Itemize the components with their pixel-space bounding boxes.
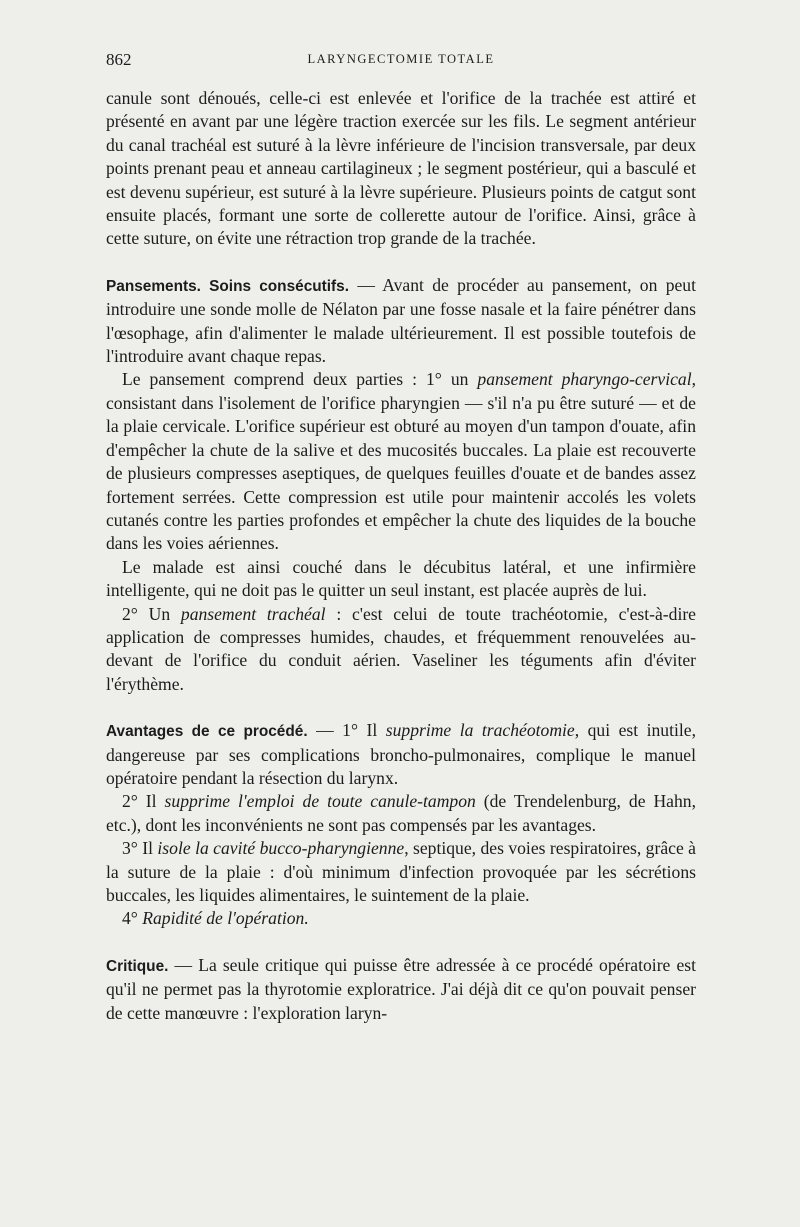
paragraph-decubitus: Le malade est ainsi couché dans le décubitus latéral, et une infirmière intelligente, qui ne doit pas le quitter un seul instant, est placée auprès de lui. (106, 556, 696, 601)
page-number: 862 (106, 50, 132, 69)
paragraph-pansement-pharyngo-cervical: Le pansement comprend deux parties : 1° un pansement pharyngo-cervical, consistant dans l'isolement de l'orifice pharyngien — s'il n'a pu être suturé — et de la plaie cervicale. L'orifice supérieur est obturé au moyen d'un tampon d'ouate, afin d'empêcher la chute de la salive et des mucosités buccales. La plaie est recouverte de plusieurs compresses aseptiques, de quelques feuilles d'ouate et de bandes assez fortement serrées. Cette compression est utile pour maintenir accolés les volets cutanés contre les parties profondes et empêcher la chute des liquides de la bouche dans les voies aériennes. (106, 369, 696, 554)
page-header (106, 50, 696, 74)
paragraph-critique: Critique. — La seule critique qui puisse être adressée à ce procédé opératoire est qu'il ne permet pas la thyrotomie exploratrice. J'ai déjà dit ce qu'on pouvait penser de cette manœuvre : l'exploration laryn- (106, 954, 696, 1023)
paragraph-avantages: Avantages de ce procédé. — 1° Il supprime la trachéotomie, qui est inutile, dangereuse par ses complications broncho-pulmonaires, complique le manuel opératoire pendant la résection du larynx. (106, 720, 696, 788)
running-title: LARYNGECTOMIE TOTALE (307, 52, 495, 66)
section-heading-pansements: Pansements. Soins consécutifs. (106, 277, 350, 295)
paragraph-avantage-4: 4° Rapidité de l'opération. (122, 908, 309, 929)
section-heading-avantages: Avantages de ce procédé. (106, 723, 308, 741)
paragraph-pansement-tracheal: 2° Un pansement trachéal : c'est celui de toute trachéotomie, c'est-à-dire application de compresses humides, chaudes, et fréquemment renouvelées au-devant de l'orifice du conduit aérien. Vaseliner les téguments afin d'éviter l'érythème. (106, 603, 696, 694)
page-body (106, 87, 696, 1025)
paragraph-avantage-2: 2° Il supprime l'emploi de toute canule-tampon (de Trendelenburg, de Hahn, etc.), dont les inconvénients ne sont pas compensés par les avantages. (106, 791, 696, 835)
paragraph-pansements: Pansements. Soins consécutifs. — Avant de procéder au pansement, on peut introduire une sonde molle de Nélaton par une fosse nasale et la faire pénétrer dans l'œsophage, afin d'alimenter le malade ultérieurement. Il est possible toutefois de l'introduire avant chaque repas. (106, 274, 696, 367)
paragraph-avantage-3: 3° Il isole la cavité bucco-pharyngienne, septique, des voies respiratoires, grâce à la suture de la plaie : d'où minimum d'infection provoquée par les sécrétions buccales, les liquides alimentaires, le suintement de la plaie. (106, 838, 696, 905)
paragraph-suture: canule sont dénoués, celle-ci est enlevée et l'orifice de la trachée est attiré et présenté en avant par une légère traction exercée sur les fils. Le segment antérieur du canal trachéal est suturé à la lèvre inférieure de l'incision transversale, par deux points prenant peau et anneau cartilagineux ; le segment postérieur, qui a basculé et est devenu supérieur, est suturé à la lèvre supérieure. Plusieurs points de catgut sont ensuite placés, formant une sorte de collerette autour de l'orifice. Ainsi, grâce à cette suture, on évite une rétraction trop grande de la trachée. (106, 88, 696, 249)
section-heading-critique: Critique. (106, 957, 169, 975)
